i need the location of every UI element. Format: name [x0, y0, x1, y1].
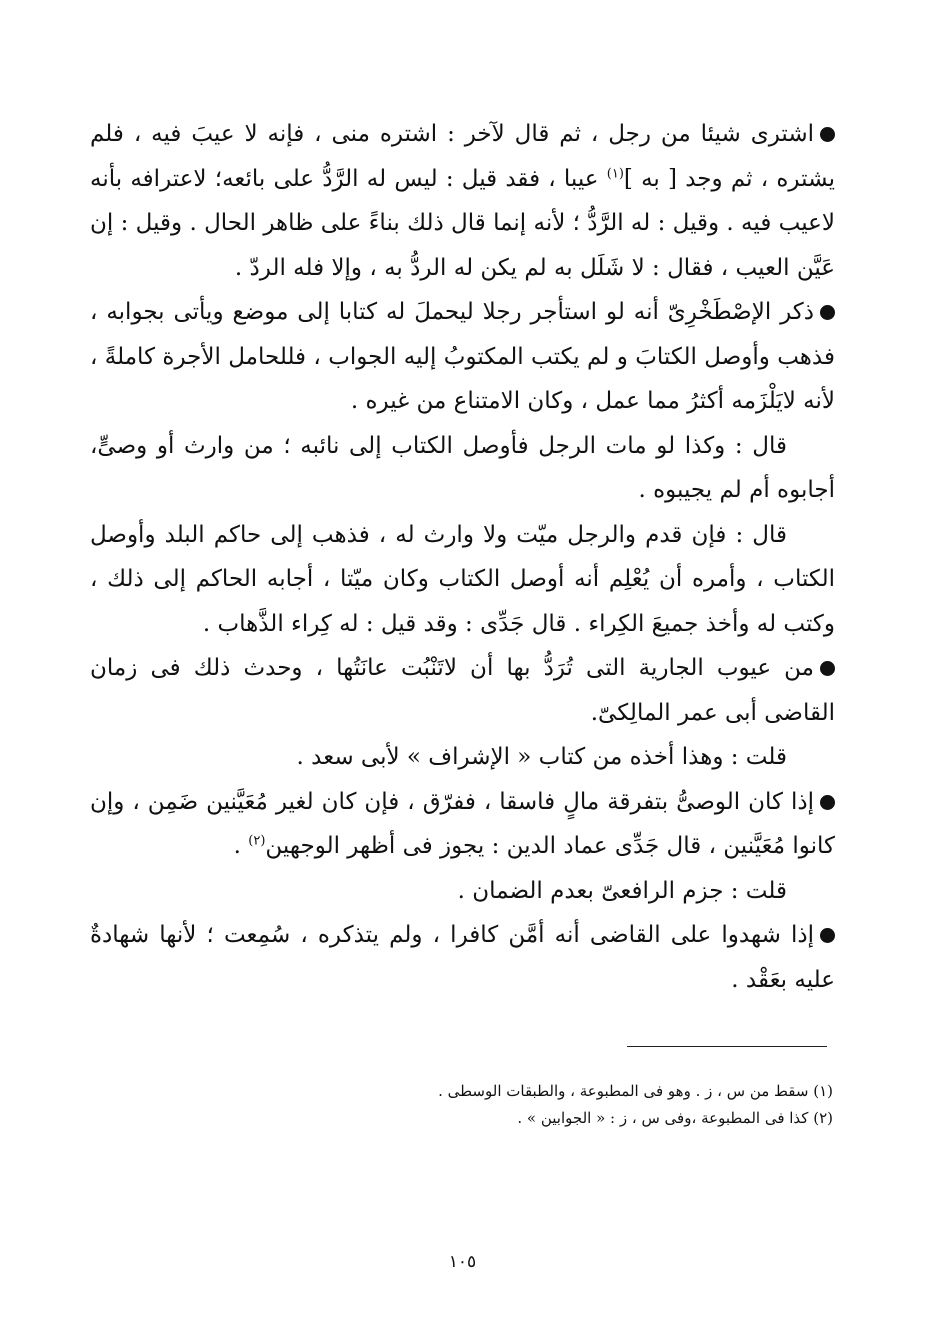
- paragraph-text: قال : فإن قدم والرجل ميّت ولا وارث له ، فذهب إلى حاكم البلد وأوصل الكتاب ، وأمره أن يُعْلِم أنه أوصل الكتاب وكان ميّتا ، أجابه الحاكم إلى ذلك ، وكتب له وأخذ جميعَ الكِراء . قال جَدِّى : وقد قيل : له كِراء الذَّهاب .: [90, 521, 835, 637]
- paragraph-text: من عيوب الجارية التى تُرَدُّ بها أن لاتَنْبُت عانَتُها ، وحدث ذلك فى زمان القاضى أبى عمر المالِكىّ.: [90, 655, 835, 726]
- paragraph-text: اشترى شيئا من رجل ، ثم قال لآخر : اشتره منى ، فإنه لا عيبَ فيه ، فلم يشتره ، ثم وجد [ به ]: [90, 121, 835, 192]
- paragraph-text: قلت : جزم الرافعىّ بعدم الضمان .: [457, 877, 787, 904]
- bullet-icon: [820, 928, 835, 943]
- paragraph-text-continued: عيبا ، فقد قيل : ليس له الرَّدُّ على بائعه؛ لاعترافه بأنه لاعيب فيه . وقيل : له الرَّدُّ ؛ لأنه إنما قال ذلك بناءً على ظاهر الحال . وقيل : إن عَيَّن العيب ، فقال : لا شَلَل به لم يكن له الردُّ به ، وإلا فله الردّ .: [90, 165, 835, 281]
- paragraph-6: [90, 735, 835, 780]
- paragraph-2: [90, 290, 835, 424]
- paragraph-9: [90, 913, 835, 1002]
- paragraph-3: [90, 424, 835, 513]
- body-text: [90, 112, 835, 1002]
- paragraph-text: إذا كان الوصىُّ بتفرقة مالٍ فاسقا ، ففرّق ، فإن كان لغير مُعَيَّنين ضَمِن ، وإن كانوا مُعَيَّنين ، قال جَدِّى عماد الدين : يجوز فى أظهر الوجهين: [90, 788, 835, 859]
- paragraph-text-continued: .: [233, 833, 249, 859]
- footnote-ref-2: (٢): [248, 833, 266, 849]
- footnotes: [93, 1078, 833, 1132]
- page-number: ١٠٥: [448, 1252, 477, 1272]
- bullet-icon: [820, 127, 835, 142]
- paragraph-8: [90, 869, 835, 914]
- paragraph-5: [90, 646, 835, 735]
- footnote-2: (٢) كذا فى المطبوعة ،وفى س ، ز : « الجوابين » .: [517, 1109, 833, 1127]
- paragraph-4: [90, 513, 835, 647]
- paragraph-1: [90, 112, 835, 290]
- paragraph-7: [90, 780, 835, 869]
- paragraph-text: قلت : وهذا أخذه من كتاب « الإشراف » لأبى سعد .: [296, 744, 787, 770]
- paragraph-text: ذكر الإصْطَخْرِىّ أنه لو استأجر رجلا ليحملَ له كتابا إلى موضع ويأتى بجوابه ، فذهب وأوصل الكتابَ و لم يكتب المكتوبُ إليه الجواب ، فللحامل الأجرة كاملةً ، لأنه لايَلْزَمه أكثرُ مما عمل ، وكان الامتناع من غيره .: [90, 299, 835, 414]
- footnote-1: (١) سقط من س ، ز . وهو فى المطبوعة ، والطبقات الوسطى .: [438, 1082, 833, 1100]
- paragraph-text: قال : وكذا لو مات الرجل فأوصل الكتاب إلى نائبه ؛ من وارث أو وصىٍّ، أجابوه أم لم يجيبوه .: [90, 432, 835, 503]
- footnote-separator: [627, 1046, 827, 1047]
- bullet-icon: [820, 305, 835, 320]
- paragraph-text: إذا شهدوا على القاضى أنه أمَّن كافرا ، ولم يتذكره ، سُمِعت ؛ لأنها شهادةٌ عليه بعَقْد .: [90, 922, 835, 993]
- bullet-icon: [820, 661, 835, 676]
- bullet-icon: [820, 795, 835, 810]
- footnote-ref-1: (١): [606, 165, 624, 181]
